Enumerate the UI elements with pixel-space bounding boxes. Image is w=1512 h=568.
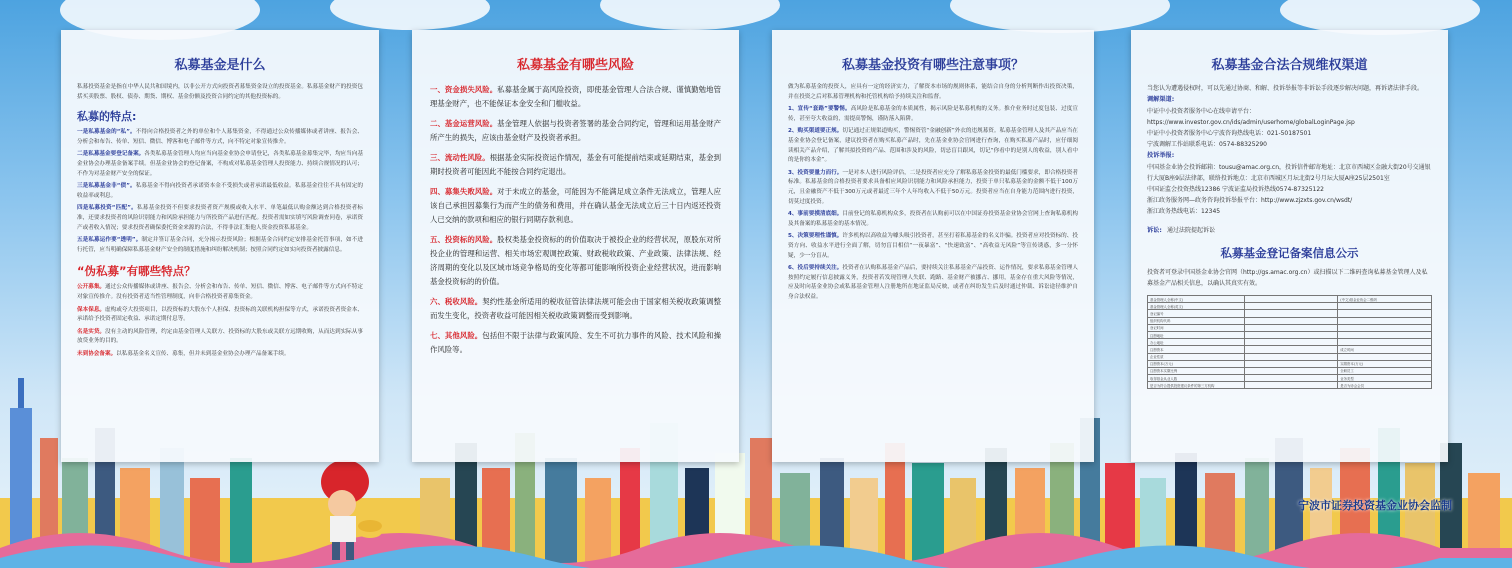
fake-item: 保本保息。虚构或夸大投资项目，以投资标的大股东个人担保、投资标的关联机构担保等方式，承诺投资者资金本、承诺给予投资者固定收益、承诺定期付息等。 [77,306,363,323]
form-cell: 注册资本(万元) [1148,360,1245,367]
form-cell [1338,339,1432,346]
precaution-item: 4、事前要摸清底细。目前登记的私募机构众多，投资者在认购前可以在中国证券投资基金业协会官网上查询私募机构及其备案的私募基金的基本情况。 [788,211,1078,227]
form-cell [1338,310,1432,317]
form-cell: 办公地址 [1148,339,1245,346]
form-row [1148,375,1432,382]
complaint-line: 浙江政务热线电话：12345 [1147,208,1221,215]
form-row [1148,346,1432,353]
fake-item: 公开募集。通过公众传播媒体或讲座、报告会、分析会和布告、传单、短信、微信、博客、电子邮件等方式向不特定对象宣传推介。没有投资者适当性管理制度，向非合格投资者募集资金。 [77,284,363,300]
risk-item: 一、资金损失风险。私募基金属于高风险投资，即使基金管理人合法合规、谨慎勤勉地管理基金财产，也不能保证本金安全和门槛收益。 [430,85,721,108]
risk-item: 三、流动性风险。根据基金实际投资运作情况，基金有可能提前结束或延期结束，基金到期时投资者可能因此不能按合同约定退出。 [430,153,721,176]
form-cell: 登记编号 [1148,310,1245,317]
panel-risks [412,30,739,462]
section-title: “伪私募”有哪些特点？ [77,264,196,279]
form-cell [1338,303,1432,310]
intro-text: 私募投资基金是指在中华人民共和国境内，以非公开方式向投资者募集资金设立的投资基金。私募基金财产的投资包括买卖股票、股权、债券、期货、期权、基金份额及投资合同约定的其他投资标的。 [77,84,363,100]
form-cell: (中文)基金业协会二维码 [1338,296,1432,303]
form-row [1148,367,1432,374]
registry-text: 投资者可登录中国基金业协会官网（http://gs.amac.org.cn）或扫描以下二维码查询私募基金管理人及私募基金产品相关信息，以确认其真实有效。 [1147,269,1428,287]
form-row [1148,303,1432,310]
form-cell [1338,317,1432,324]
mediation-line: 宁波调解工作站联系电话：0574-88325290 [1147,141,1267,148]
form-row [1148,331,1432,338]
complaint-line: 浙江政务服务网—政务咨询投诉举报平台：http://www.zjzxts.gov.cn/wsdt/ [1147,197,1353,204]
section-title: 私募的特点: [77,110,137,124]
form-cell [1244,303,1338,310]
form-cell [1244,382,1338,389]
cloud [950,0,1170,33]
lawsuit-label: 诉讼: [1147,227,1162,234]
form-cell: 实缴资本(万元) [1338,360,1432,367]
feature-item: 一是私募基金的“私”。不得向合格投资者之外的单位和个人募集资金，不得通过公众传播媒体或者讲座、报告会、分析会和布告、传单、短信、微信、博客和电子邮件等方式，向不特定对象宣传推介。 [77,129,363,145]
panel-title: 私募基金投资有哪些注意事项？ [841,58,1024,73]
form-cell [1338,353,1432,360]
form-cell [1244,346,1338,353]
form-cell: 企业性质 [1148,353,1245,360]
feature-item: 五是私募运作要“透明”。制定并签订基金合同，充分揭示投资风险；根据基金合同约定安排基金托管事项，如不进行托管，应当明确保障私募基金财产安全的制度措施和纠纷解决机制；按照合同约定如实向投资者披露信息。 [77,237,363,253]
form-cell: 业务类型 [1338,375,1432,382]
feature-item: 四是私募投资“匹配”。私募基金投资不但要求投资者资产规模或收入水平、单笔最低认购金额达到合格投资者标准，还要求投资者的风险识别能力和风险承担能力与所投资产品进行匹配。投资者需如实填写风险调查问卷，承诺资产或者收入情况；要求投资者确保委托资金来源的合法，不得非法汇集他人资金投资私募基金。 [77,205,363,231]
form-cell: 基金管理人全称(英文) [1148,303,1245,310]
form-cell: 基金管理人全称(中文) [1148,296,1245,303]
form-cell: 全职员工 [1338,367,1432,374]
panel-title: 私募基金是什么 [174,58,266,73]
form-cell: 是否为协会会员 [1338,382,1432,389]
form-cell: 成立时间 [1338,346,1432,353]
precaution-item: 1、宣传“套路”要警惕。高风险是私募基金的本质属性，揭示风险是私募机构的义务。推介业务时过度包装、过度宣传，甚至夸大收益的，需提高警惕，谨防落入陷阱。 [788,106,1078,122]
form-cell [1244,367,1338,374]
form-row [1148,353,1432,360]
complaint-label: 投诉举报: [1147,152,1175,159]
form-cell [1244,339,1338,346]
feature-item: 二是私募基金要登记备案。各类私募基金管理人均应当向基金业协会申请登记，各类私募基金募集完毕，均应当向基金业协会办理基金备案手续。但基金业协会的登记备案，不构成对私募基金管理人投资能力、持续合规情况的认可；不作为对基金财产安全的保证。 [77,151,363,177]
feature-item: 三是私募基金非“债”。私募基金不得向投资者承诺资本金不受损失或者承诺最低收益。私募基金往往不具有固定的收益率或利息。 [77,183,363,199]
form-cell: 登记时间 [1148,324,1245,331]
precaution-item: 2、购买渠道要正规。切记通过正规渠道购买，警惕资管“金融创新”外衣的违规募资。私募基金管理人及其产品应当在基金业协会登记备案，建议投资者在购买私募产品时，先在基金业协会官网进行查询，在购买私募产品时，应仔细阅读相关产品介绍，了解其拟投资的产品、范围和涉及的风险，切忌盲目跟风，切记“你看中的是别人的收益，别人看中的是你的本金”。 [788,128,1078,164]
registry-title: 私募基金登记备案信息公示 [1220,246,1359,260]
form-row [1148,382,1432,389]
risk-item: 四、募集失败风险。对于未成立的基金，可能因为不能满足成立条件无法成立，管理人应该自己承担因募集行为而产生的债务和费用，并在确认基金无法成立后三十日内返还投资人已交纳的款项和相应的银行同期存款利息。 [430,187,721,224]
registry-form-table [1147,295,1432,389]
form-cell [1244,353,1338,360]
form-row [1148,317,1432,324]
form-cell [1338,324,1432,331]
form-cell [1244,324,1338,331]
form-cell [1244,360,1338,367]
form-cell [1244,331,1338,338]
panel-title: 私募基金合法合规维权渠道 [1211,58,1368,73]
panel-what-is-private-fund [61,30,379,462]
form-row [1148,339,1432,346]
mediation-line: 中证中小投资者服务中心在线申请平台：https://www.investor.gov.cn/ids/admin/userhome/globalLoginPage.jsp [1147,108,1355,126]
fake-item: 未到协会备案。以私募基金名义宣传、募集，但并未到基金业协会办理产品备案手续。 [77,350,290,357]
risk-item: 五、投资标的风险。股权类基金投资标的的价值取决于被投企业的经营状况，原股东对所投企业的管理和运营、相关市场宏观调控政策、财政税收政策、产业政策、法律法规、经济周期的变化以及区域市场竞争格局的变化等都可能影响所投资企业经营状况，进而影响基金投资标的的价值。 [430,235,721,286]
complaint-line: 中国基金业协会投诉邮箱：tousu@amac.org.cn，投诉信件邮寄地址：北京市西城区金融大街20号交通银行大厦B座9层法律部，联络投诉地点：北京市西城区月坛北街2号月坛大厦A座25层2501室 [1147,164,1431,182]
form-row [1148,360,1432,367]
form-cell: 注册资本实缴比例 [1148,367,1245,374]
organizer-label: 宁波市证券投资基金业协会监制 [1298,499,1452,512]
form-cell [1338,331,1432,338]
precaution-item: 5、决策要理性谨慎。许多机构以高收益为噱头吸引投资者，甚至打着私募基金的名义诈骗。投资者应对投资标的、投资方向、收益水平进行全面了解，切勿盲目相信“一夜暴富”、“快速致富”、“高收益无风险”等宣传诱惑，多一分怀疑，少一分盲从。 [788,233,1078,259]
form-cell: 注册资本 [1148,346,1245,353]
lawsuit-text: 通过法院提起诉讼 [1166,227,1215,234]
precaution-item: 3、投资要量力而行。一是对本人进行风险评估，二是投资者应充分了解私募基金投资的最低门槛要求，即合格投资者标准。私募基金的合格投资者要求具备相应风险识别能力和风险承担能力，投资于单只私募基金的金额不低于100万元，且金融资产不低于300万元或者最近三年个人年均收入不低于50万元。投资者应当在自身能力范围内进行投资，切莫过度投资。 [788,169,1078,205]
precaution-item: 6、投后要持续关注。投资者在认购私募基金产品后，要持续关注私募基金产品投资、运作情况，要求私募基金管理人按照约定履行信息披露义务，投资者若发现管理人失联、跑路、基金财产被挪占、挪用，基金存在重大风险等情况，应及时向基金业协会或私募基金管理人注册地所在地证监局反映，或者在纠纷发生后及时通过仲裁、诉讼途径维护自身合法权益。 [788,265,1078,300]
risk-item: 二、基金运营风险。基金管理人依据与投资者签署的基金合同约定，管理和运用基金财产所产生的损失，应该由基金财产及投资者承担。 [430,119,721,142]
fake-item: 名是实贷。没有主动的风险管理，约定由基金管理人关联方、投资标的大股东或关联方远期收购，从而达到实际从事放贷业务的目的。 [77,328,363,345]
panel-rights-channels [1131,30,1448,462]
form-cell: 取得基金从业人数 [1148,375,1245,382]
cloud [330,0,490,30]
complaint-line: 中国证监会投资热线12386 宁波证监局投诉热线0574-87325122 [1147,186,1324,193]
cloud [600,0,780,30]
form-cell: 是否为符合提供投资建议条件的第三方机构 [1148,382,1245,389]
form-cell [1244,310,1338,317]
mediation-label: 调解渠道: [1147,96,1175,103]
risk-item: 六、税收风险。契约性基金所适用的税收征管法律法规可能会由于国家相关税收政策调整而发生变化，投资者收益可能因相关税收政策调整而受到影响。 [430,297,721,320]
mediation-line: 中证中小投资者服务中心宁波咨询热线电话：021-50187501 [1147,130,1312,137]
risk-item: 七、其他风险。包括但不限于法律与政策风险、发生不可抗力事件的风险、技术风险和操作风险等。 [430,331,721,354]
intro-text: 做为私募基金的投资人，应具有一定的经济实力，了解资本市场的规则体系，能结合自身的分析判断作出投资决策，并在投资之后对私募管理机构和托管机构给予持续关注和监督。 [788,84,1078,100]
intro-text: 当您认为遭遇侵权时，可以先通过协商、和解、投诉举报等非诉讼手段逐步解决问题，再诉诸法律手段。 [1147,85,1424,92]
form-cell: 注册地址 [1148,331,1245,338]
form-cell [1244,375,1338,382]
form-row [1148,310,1432,317]
form-row [1148,296,1432,303]
form-cell [1244,296,1338,303]
form-cell [1244,317,1338,324]
panel-title: 私募基金有哪些风险 [516,58,634,73]
form-cell: 组织机构代码 [1148,317,1245,324]
panel-precautions [772,30,1094,462]
form-row [1148,324,1432,331]
